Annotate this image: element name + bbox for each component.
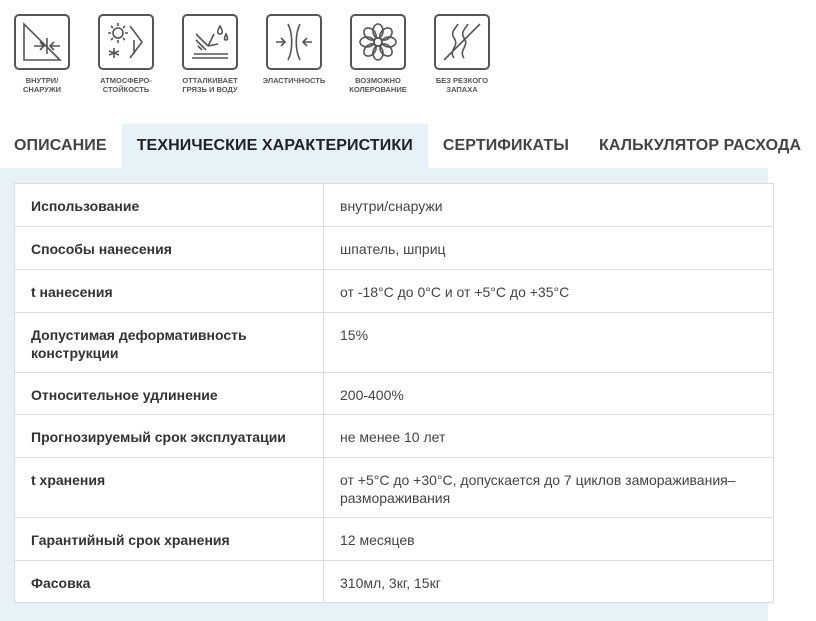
table-row bbox=[15, 313, 774, 373]
feature-elasticity bbox=[252, 14, 336, 85]
product-tabs bbox=[0, 124, 802, 168]
spec-value: 200-400% bbox=[324, 373, 774, 415]
spec-key: t нанесения bbox=[15, 270, 324, 313]
spec-value: 12 месяцев bbox=[324, 518, 774, 561]
table-row bbox=[15, 227, 774, 270]
tab-technical-specs[interactable]: ТЕХНИЧЕСКИЕ ХАРАКТЕРИСТИКИ bbox=[122, 124, 428, 168]
feature-no-odor bbox=[420, 14, 504, 94]
dirt-water-repellent-icon bbox=[182, 14, 238, 70]
feature-caption: БЕЗ РЕЗКОГО ЗАПАХА bbox=[435, 76, 489, 94]
table-row bbox=[15, 184, 774, 227]
spec-key: Использование bbox=[15, 184, 324, 227]
spec-key: Относительное удлинение bbox=[15, 373, 324, 415]
feature-icons-row bbox=[0, 0, 768, 110]
spec-key: Способы нанесения bbox=[15, 227, 324, 270]
table-row bbox=[15, 458, 774, 518]
spec-value: 15% bbox=[324, 313, 774, 373]
table-row bbox=[15, 270, 774, 313]
feature-caption: ВНУТРИ/ СНАРУЖИ bbox=[23, 76, 61, 94]
specs-table bbox=[14, 183, 774, 603]
spec-value: от +5°C до +30°C, допускается до 7 циклов замораживания–размораживания bbox=[324, 458, 774, 518]
spec-key: Прогнозируемый срок эксплуатации bbox=[15, 415, 324, 458]
spec-key: Фасовка bbox=[15, 561, 324, 603]
no-odor-icon bbox=[434, 14, 490, 70]
spec-value: не менее 10 лет bbox=[324, 415, 774, 458]
feature-caption: ВОЗМОЖНО КОЛЕРОВАНИЕ bbox=[349, 76, 407, 94]
feature-dirt-water-repellent bbox=[168, 14, 252, 94]
specs-panel bbox=[0, 168, 768, 621]
table-row bbox=[15, 415, 774, 458]
feature-tinting bbox=[336, 14, 420, 94]
indoor-outdoor-icon bbox=[14, 14, 70, 70]
spec-key: t хранения bbox=[15, 458, 324, 518]
spec-value: внутри/снаружи bbox=[324, 184, 774, 227]
feature-caption: АТМОСФЕРО- СТОЙКОСТЬ bbox=[100, 76, 152, 94]
spec-value: 310мл, 3кг, 15кг bbox=[324, 561, 774, 603]
elasticity-icon bbox=[266, 14, 322, 70]
feature-indoor-outdoor bbox=[0, 14, 84, 94]
table-row bbox=[15, 518, 774, 561]
spec-key: Допустимая деформативность конструкции bbox=[15, 313, 324, 373]
table-row bbox=[15, 373, 774, 415]
tinting-flower-icon bbox=[350, 14, 406, 70]
spec-key: Гарантийный срок хранения bbox=[15, 518, 324, 561]
feature-weather-resistance bbox=[84, 14, 168, 94]
tab-description[interactable]: ОПИСАНИЕ bbox=[14, 137, 107, 154]
tab-consumption-calculator[interactable]: КАЛЬКУЛЯТОР РАСХОДА bbox=[599, 137, 802, 154]
spec-value: шпатель, шприц bbox=[324, 227, 774, 270]
tab-certificates[interactable]: СЕРТИФИКАТЫ bbox=[442, 137, 570, 154]
feature-caption: ОТТАЛКИВАЕТ ГРЯЗЬ И ВОДУ bbox=[182, 76, 238, 94]
weather-resistance-icon bbox=[98, 14, 154, 70]
spec-value: от -18°C до 0°C и от +5°C до +35°C bbox=[324, 270, 774, 313]
feature-caption: ЭЛАСТИЧНОСТЬ bbox=[262, 76, 326, 85]
table-row bbox=[15, 561, 774, 603]
